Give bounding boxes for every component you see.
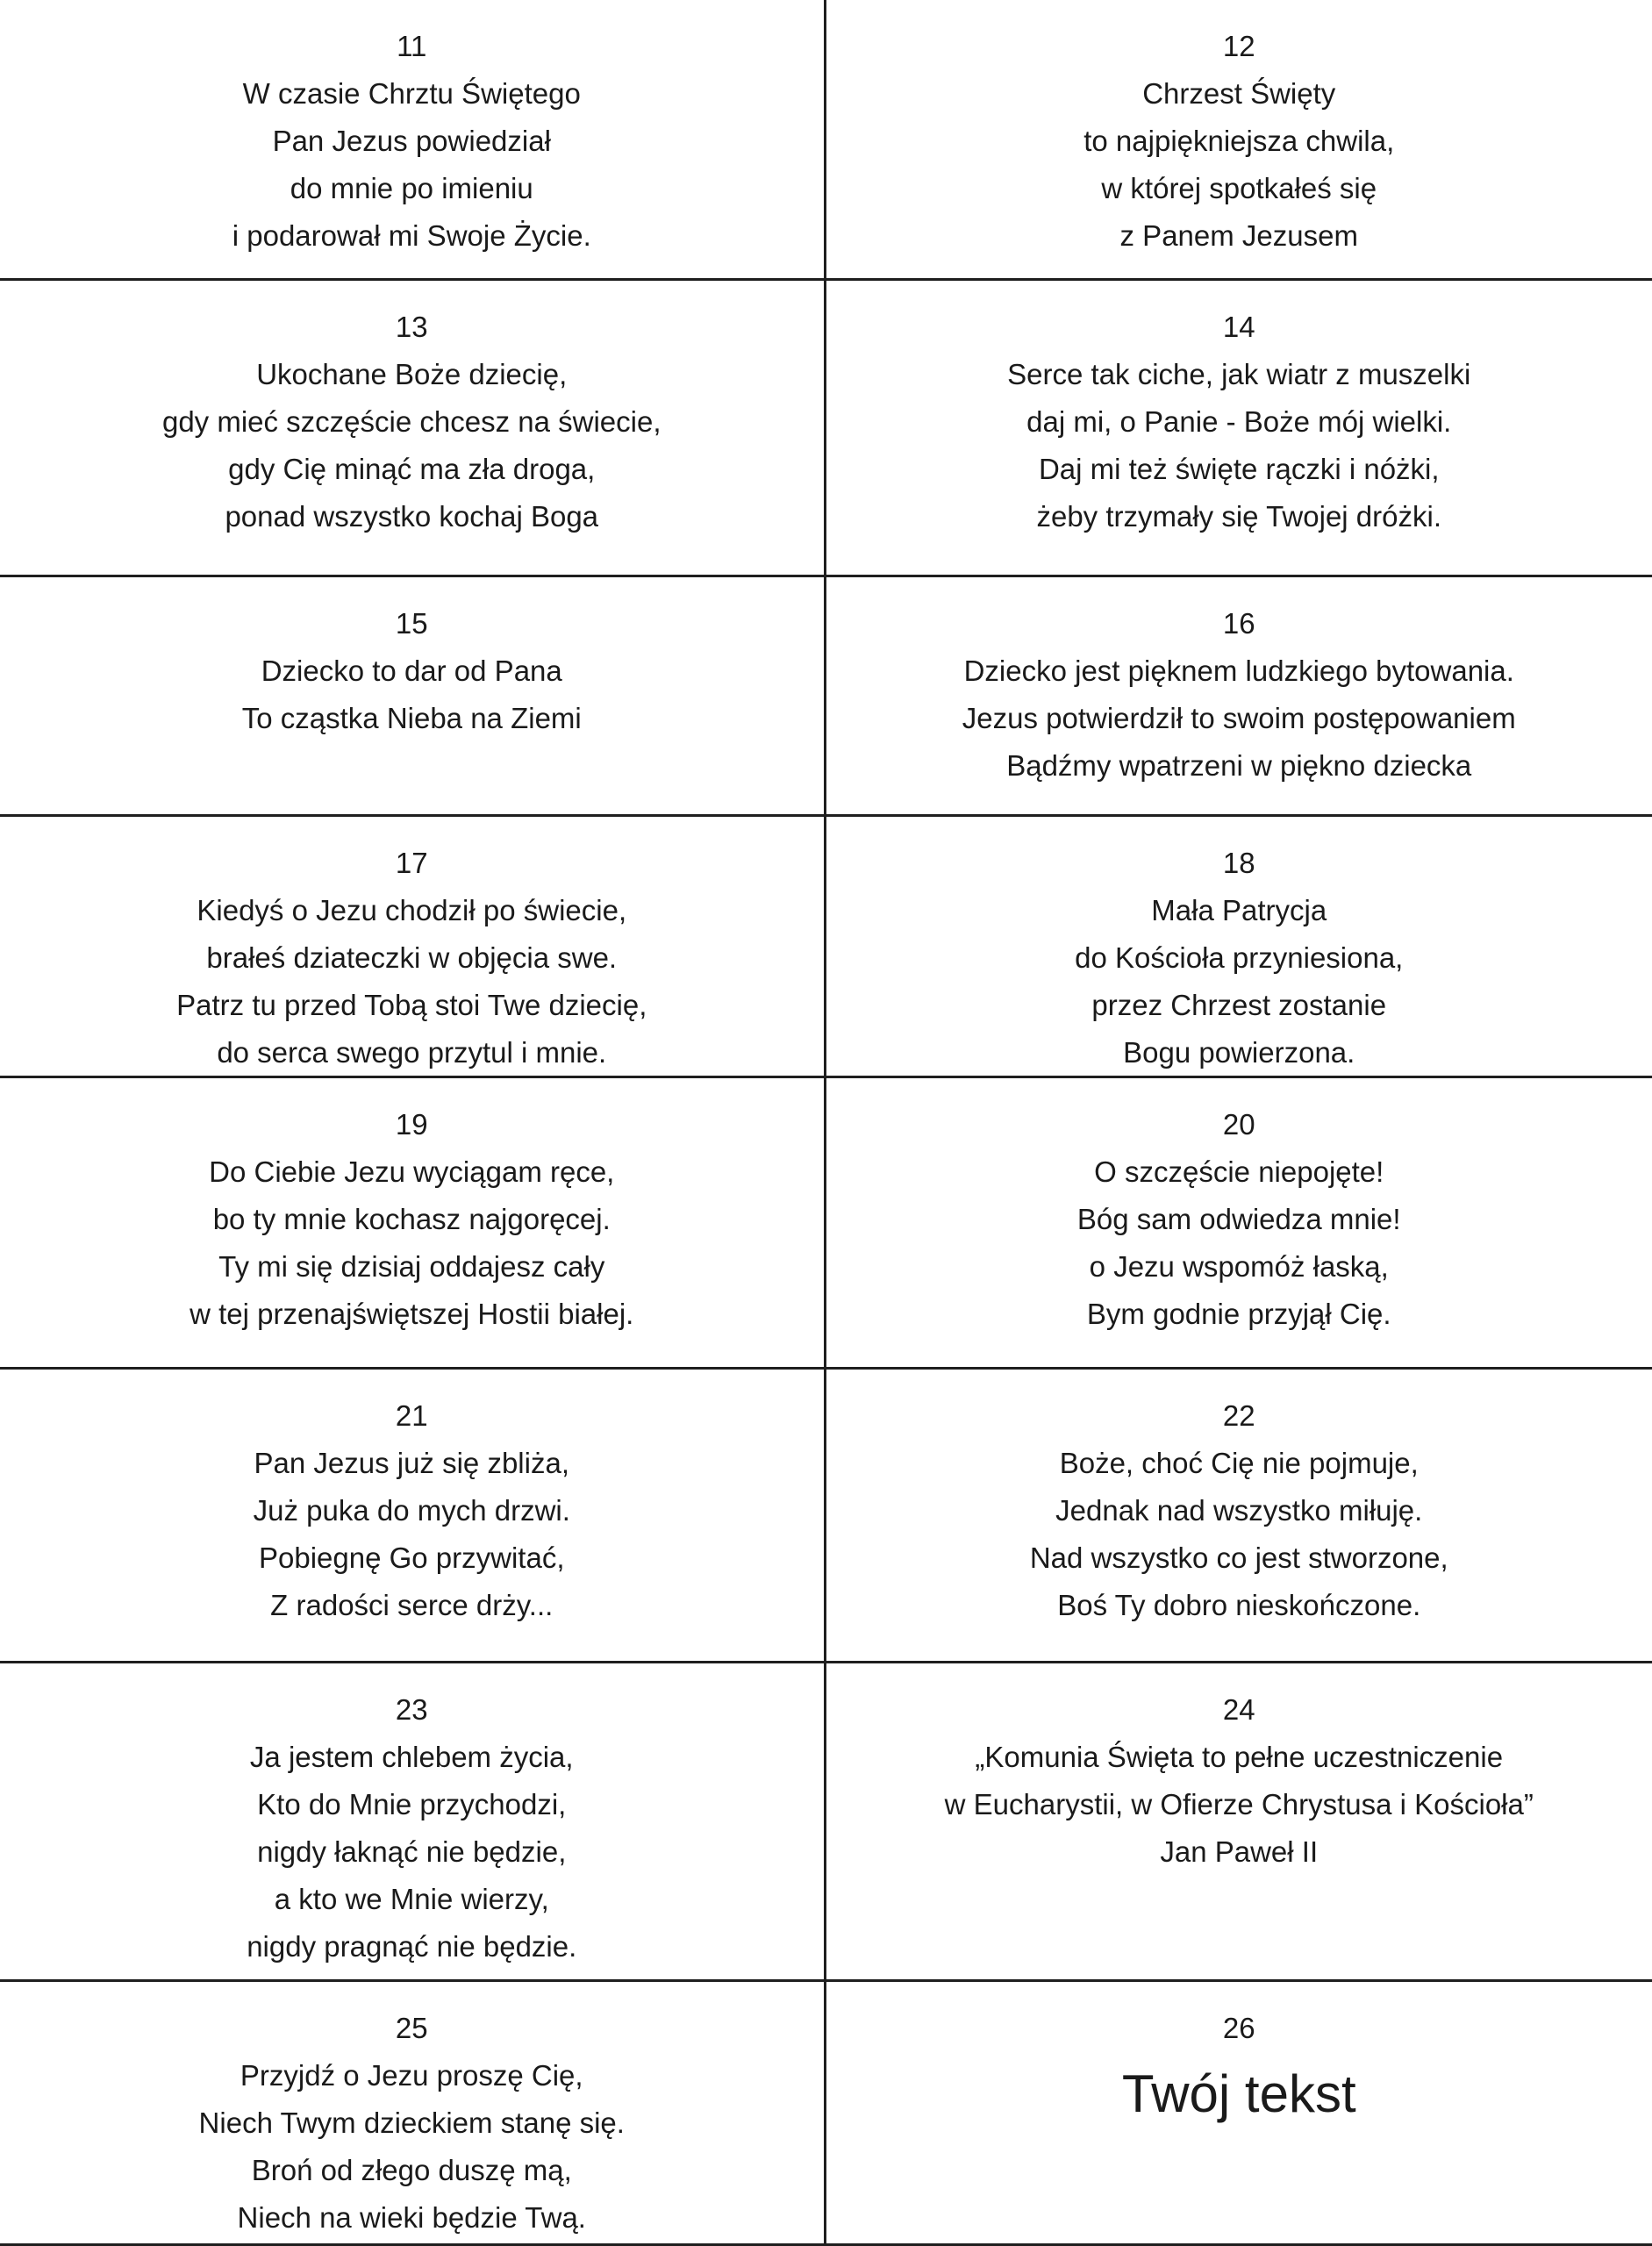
verse-line: „Komunia Święta to pełne uczestniczenie	[975, 1741, 1504, 1773]
verse-line: Jezus potwierdził to swoim postępowaniem	[962, 702, 1516, 734]
verse-number: 23	[395, 1693, 428, 1726]
verse-number: 11	[397, 30, 427, 62]
verse-cell-15	[0, 577, 826, 817]
verse-line: Bogu powierzona.	[1123, 1036, 1355, 1069]
verse-number: 22	[1222, 1399, 1255, 1432]
verse-line: Jan Paweł II	[1160, 1835, 1319, 1868]
verse-cell-18	[826, 817, 1652, 1078]
verse-number: 16	[1222, 607, 1255, 640]
verse-cell-26	[826, 1982, 1652, 2246]
verse-line: gdy Cię minąć ma zła droga,	[228, 453, 596, 485]
verse-line: gdy mieć szczęście chcesz na świecie,	[161, 405, 662, 438]
verse-line: w której spotkałeś się	[1101, 172, 1377, 204]
verse-line: w Eucharystii, w Ofierze Chrystusa i Kościoła”	[944, 1788, 1534, 1820]
verse-cell-16	[826, 577, 1652, 817]
verse-cell-14	[826, 281, 1652, 577]
verse-line: Niech na wieki będzie Twą.	[237, 2201, 586, 2234]
verse-line: Już puka do mych drzwi.	[253, 1494, 570, 1527]
verse-cell-13	[0, 281, 826, 577]
verse-line: Pan Jezus powiedział	[272, 125, 551, 157]
verse-line: Chrzest Święty	[1142, 77, 1336, 110]
verse-line: do serca swego przytul i mnie.	[217, 1036, 607, 1069]
verse-line: Przyjdź o Jezu proszę Cię,	[240, 2059, 583, 2092]
verse-line: brałeś dziateczki w objęcia swe.	[206, 941, 618, 974]
verse-line: Nad wszystko co jest stworzone,	[1029, 1541, 1448, 1574]
verse-line: a kto we Mnie wierzy,	[274, 1883, 549, 1915]
verse-number: 21	[395, 1399, 428, 1432]
verse-line: Jednak nad wszystko miłuję.	[1055, 1494, 1423, 1527]
verse-line: Bóg sam odwiedza mnie!	[1076, 1203, 1401, 1235]
verse-line: To cząstka Nieba na Ziemi	[241, 702, 582, 734]
verse-number: 26	[1222, 2012, 1255, 2044]
verse-line: Daj mi też święte rączki i nóżki,	[1038, 453, 1440, 485]
verse-line: Dziecko to dar od Pana	[261, 654, 562, 687]
verse-cell-25	[0, 1982, 826, 2246]
verse-line: o Jezu wspomóż łaską,	[1089, 1250, 1389, 1283]
verse-line: Boże, choć Cię nie pojmuje,	[1059, 1447, 1419, 1479]
verse-line: Mała Patrycja	[1151, 894, 1327, 926]
verse-line: nigdy łaknąć nie będzie,	[257, 1835, 567, 1868]
verse-line: bo ty mnie kochasz najgoręcej.	[212, 1203, 611, 1235]
verse-line: przez Chrzest zostanie	[1091, 989, 1387, 1021]
verse-line: Serce tak ciche, jak wiatr z muszelki	[1007, 358, 1471, 390]
verse-line: Pobiegnę Go przywitać,	[258, 1541, 565, 1574]
verse-number: 17	[395, 847, 428, 879]
verse-cell-21	[0, 1370, 826, 1663]
verse-line: Broń od złego duszę mą,	[251, 2154, 572, 2186]
verse-line: i podarował mi Swoje Życie.	[232, 219, 591, 252]
verse-cell-22	[826, 1370, 1652, 1663]
verse-line: daj mi, o Panie - Boże mój wielki.	[1026, 405, 1452, 438]
verse-cell-20	[826, 1078, 1652, 1370]
verse-cell-23	[0, 1663, 826, 1982]
verse-line: w tej przenajświętszej Hostii białej.	[190, 1298, 634, 1330]
verse-line: Niech Twym dzieckiem stanę się.	[198, 2107, 625, 2139]
verse-number: 20	[1222, 1108, 1255, 1141]
verse-line: Ukochane Boże dziecię,	[256, 358, 568, 390]
verse-line: z Panem Jezusem	[1119, 219, 1358, 252]
verse-cell-19	[0, 1078, 826, 1370]
verse-line: Do Ciebie Jezu wyciągam ręce,	[209, 1155, 615, 1188]
verse-line: żeby trzymały się Twojej dróżki.	[1036, 500, 1442, 533]
verse-line: Bądźmy wpatrzeni w piękno dziecka	[1006, 749, 1472, 782]
verse-number: 18	[1222, 847, 1255, 879]
verse-line: Dziecko jest pięknem ludzkiego bytowania.	[963, 654, 1514, 687]
verse-number: 12	[1222, 30, 1255, 62]
verse-number: 24	[1222, 1693, 1255, 1726]
verse-line: Patrz tu przed Tobą stoi Twe dziecię,	[176, 989, 647, 1021]
verse-line: Bym godnie przyjął Cię.	[1086, 1298, 1391, 1330]
verse-line: Pan Jezus już się zbliża,	[254, 1447, 569, 1479]
verse-number: 13	[395, 311, 428, 343]
verse-line: O szczęście niepojęte!	[1094, 1155, 1384, 1188]
verse-cell-11	[0, 0, 826, 281]
verse-line: nigdy pragnąć nie będzie.	[247, 1930, 577, 1963]
verse-line: Kiedyś o Jezu chodził po świecie,	[197, 894, 627, 926]
verse-line: do mnie po imieniu	[290, 172, 533, 204]
verse-number: 15	[395, 607, 428, 640]
verse-line: to najpiękniejsza chwila,	[1083, 125, 1395, 157]
verse-line: Kto do Mnie przychodzi,	[257, 1788, 567, 1820]
verse-number: 14	[1222, 311, 1255, 343]
verse-cell-24	[826, 1663, 1652, 1982]
verse-cell-17	[0, 817, 826, 1078]
verse-cell-12	[826, 0, 1652, 281]
verse-line: ponad wszystko kochaj Boga	[225, 500, 599, 533]
verse-line: do Kościoła przyniesiona,	[1075, 941, 1404, 974]
verse-number: 19	[395, 1108, 428, 1141]
verse-line: Z radości serce drży...	[270, 1589, 554, 1621]
verse-line: Ty mi się dzisiaj oddajesz cały	[218, 1250, 605, 1283]
verse-line: W czasie Chrztu Świętego	[242, 77, 581, 110]
verse-line: Boś Ty dobro nieskończone.	[1057, 1589, 1421, 1621]
verse-number: 25	[395, 2012, 428, 2044]
verse-line: Ja jestem chlebem życia,	[249, 1741, 574, 1773]
your-text-placeholder: Twój tekst	[1121, 2064, 1356, 2123]
